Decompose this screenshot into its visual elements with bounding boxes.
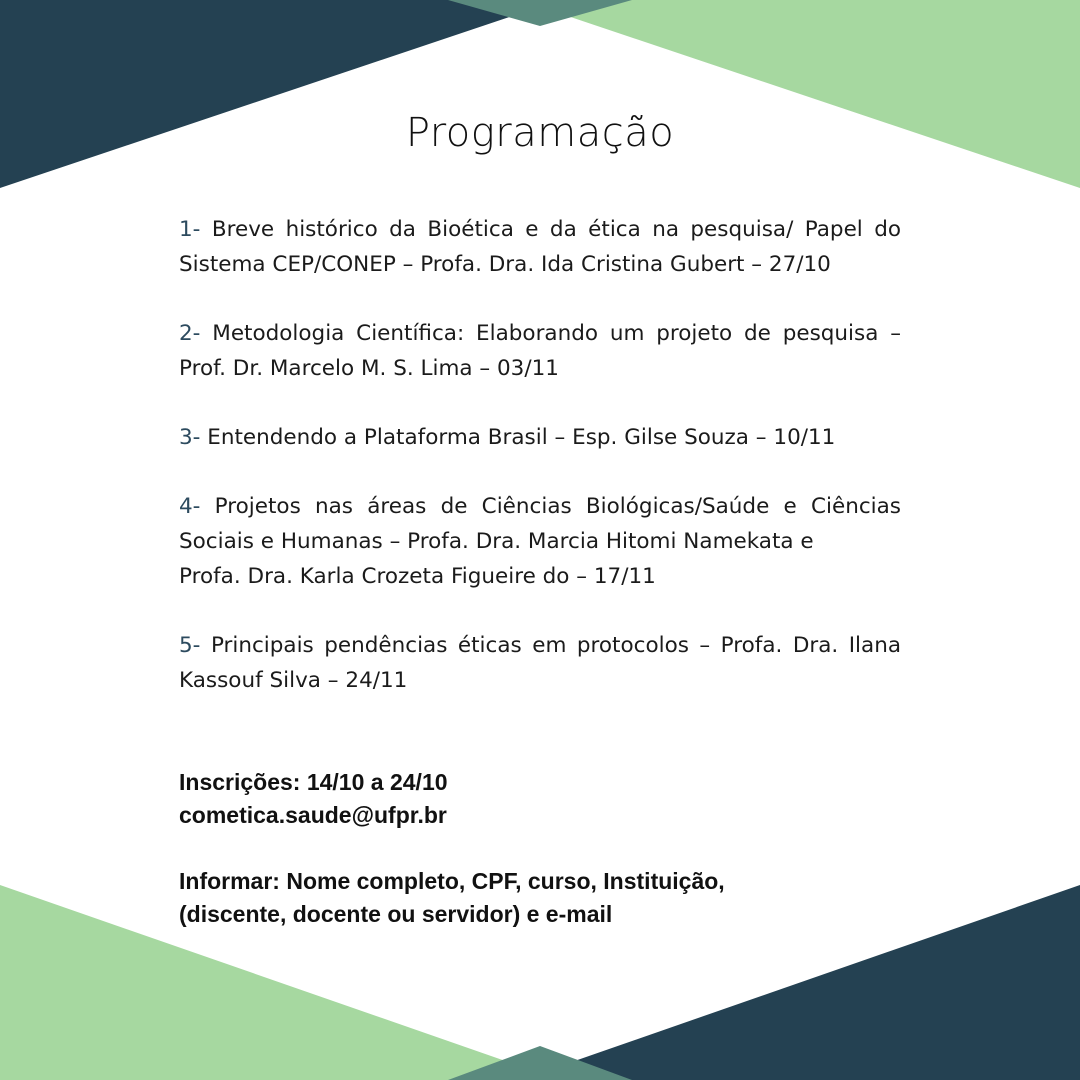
contact-email[interactable]: cometica.saude@ufpr.br — [179, 802, 447, 828]
item-number: 1- — [179, 217, 201, 242]
program-item-1 — [179, 212, 901, 282]
item-text: Metodologia Científica: Elaborando um projeto de pesquisa – Prof. Dr. Marcelo M. S. Lima – 03/11 — [179, 321, 901, 381]
item-number: 5- — [179, 633, 201, 658]
top-left-navy-shape — [0, 0, 560, 188]
item-text: Entendendo a Plataforma Brasil – Esp. Gilse Souza – 10/11 — [207, 425, 836, 450]
registration-dates: Inscrições: 14/10 a 24/10 — [179, 769, 448, 795]
inform-instructions-line2: (discente, docente ou servidor) e e-mail — [179, 901, 613, 927]
program-list — [179, 212, 901, 732]
program-item-5 — [179, 628, 901, 698]
program-item-3 — [179, 420, 901, 455]
item-text: Projetos nas áreas de Ciências Biológicas/Saúde e Ciências Sociais e Humanas – Profa. Dra. Marcia Hitomi Namekata e — [179, 494, 901, 554]
item-number: 4- — [179, 494, 201, 519]
spacer — [179, 832, 939, 865]
registration-info — [179, 766, 939, 931]
item-text: Breve histórico da Bioética e da ética na pesquisa/ Papel do Sistema CEP/CONEP – Profa. Dra. Ida Cristina Gubert – 27/10 — [179, 217, 901, 277]
item-text-continuation: Profa. Dra. Karla Crozeta Figueire do – 17/11 — [179, 564, 656, 589]
program-item-2 — [179, 316, 901, 386]
page-title: Programação — [405, 110, 675, 156]
inform-instructions-line1: Informar: Nome completo, CPF, curso, Instituição, — [179, 868, 725, 894]
top-right-green-shape — [520, 0, 1080, 188]
item-text: Principais pendências éticas em protocolos – Profa. Dra. Ilana Kassouf Silva – 24/11 — [179, 633, 901, 693]
item-number: 3- — [179, 425, 201, 450]
item-number: 2- — [179, 321, 201, 346]
program-item-4 — [179, 489, 901, 594]
